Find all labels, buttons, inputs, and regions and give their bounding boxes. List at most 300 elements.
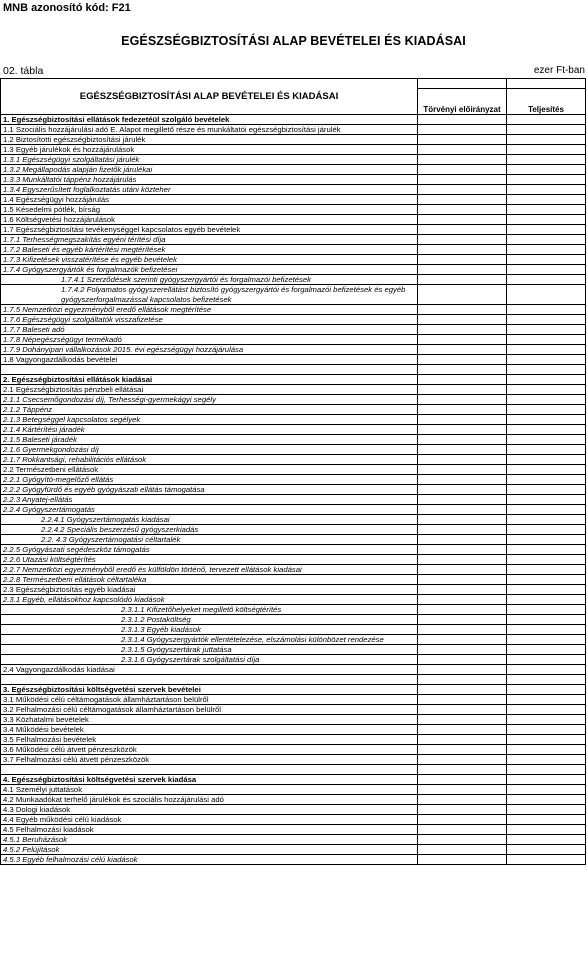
row-label: 2.3.1.3 Egyéb kiadások <box>1 625 418 635</box>
cell-fulfilment[interactable] <box>507 695 586 705</box>
row-label: 2.4 Vagyongazdálkodás kiadásai <box>1 665 418 675</box>
cell-fulfilment[interactable] <box>507 395 586 405</box>
table-row <box>1 165 586 175</box>
table-row <box>1 565 586 575</box>
cell-fulfilment[interactable] <box>507 265 586 275</box>
cell-legal-appropriation[interactable] <box>418 195 507 205</box>
table-row <box>1 225 586 235</box>
table-row <box>1 435 586 445</box>
cell-legal-appropriation[interactable] <box>418 305 507 315</box>
table-row <box>1 605 586 615</box>
table-row <box>1 505 586 515</box>
cell-fulfilment[interactable] <box>507 635 586 645</box>
cell-legal-appropriation[interactable] <box>418 515 507 525</box>
row-label: 2.2.1 Gyógyító-megelőző ellátás <box>1 475 418 485</box>
cell-legal-appropriation[interactable] <box>418 665 507 675</box>
row-label: 2.3 Egészségbiztosítás egyéb kiadásai <box>1 585 418 595</box>
table-row <box>1 555 586 565</box>
table-row <box>1 845 586 855</box>
cell-legal-appropriation[interactable] <box>418 555 507 565</box>
cell-legal-appropriation[interactable] <box>418 495 507 505</box>
table-row <box>1 635 586 645</box>
unit-label: ezer Ft-ban <box>533 65 585 76</box>
cell-legal-appropriation[interactable] <box>418 335 507 345</box>
row-label: 4.2 Munkaadókat terhelő járulékok és szociális hozzájárulási adó <box>1 795 418 805</box>
table-row <box>1 795 586 805</box>
row-label: 1.7.4.2 Folyamatos gyógyszerellátást biztosító gyógyszergyártói és forgalmazói befizetések és egyéb gyógyszerforgalmazással kapcsolatos befizetések <box>1 285 418 305</box>
table-row <box>1 625 586 635</box>
cell-fulfilment[interactable] <box>507 255 586 265</box>
cell-fulfilment[interactable] <box>507 815 586 825</box>
cell-legal-appropriation[interactable] <box>418 585 507 595</box>
row-label: 4.3 Dologi kiadások <box>1 805 418 815</box>
table-row <box>1 825 586 835</box>
cell-legal-appropriation[interactable] <box>418 615 507 625</box>
cell-fulfilment[interactable] <box>507 305 586 315</box>
table-row <box>1 205 586 215</box>
cell-legal-appropriation[interactable] <box>418 635 507 645</box>
cell-fulfilment[interactable] <box>507 215 586 225</box>
table-row <box>1 385 586 395</box>
row-label: 1.6 Költségvetési hozzájárulások <box>1 215 418 225</box>
table-header-top-row <box>1 79 586 89</box>
table-row <box>1 185 586 195</box>
cell-fulfilment[interactable] <box>507 555 586 565</box>
table-row <box>1 255 586 265</box>
table-section-row <box>1 685 586 695</box>
cell-legal-appropriation[interactable] <box>418 185 507 195</box>
cell-legal-appropriation[interactable] <box>418 535 507 545</box>
row-label: 1.3.1 Egészségügyi szolgáltatási járulék <box>1 155 418 165</box>
table-row <box>1 275 586 285</box>
cell-legal-appropriation[interactable] <box>418 135 507 145</box>
table-row <box>1 755 586 765</box>
cell-fulfilment[interactable] <box>507 615 586 625</box>
table-row <box>1 145 586 155</box>
cell-legal-appropriation[interactable] <box>418 265 507 275</box>
cell-fulfilment[interactable] <box>507 185 586 195</box>
cell-fulfilment[interactable] <box>507 245 586 255</box>
row-label <box>1 765 418 775</box>
table-row <box>1 245 586 255</box>
cell-legal-appropriation[interactable] <box>418 745 507 755</box>
cell-fulfilment[interactable] <box>507 545 586 555</box>
table-row <box>1 485 586 495</box>
row-label: 1.5 Késedelmi pótlék, bírság <box>1 205 418 215</box>
row-label: 2.1.7 Rokkantsági, rehabilitációs ellátások <box>1 455 418 465</box>
column-header-fulfilment: Teljesítés <box>507 89 586 115</box>
cell-fulfilment[interactable] <box>507 775 586 785</box>
table-row <box>1 475 586 485</box>
cell-legal-appropriation[interactable] <box>418 325 507 335</box>
table-row <box>1 745 586 755</box>
cell-legal-appropriation[interactable] <box>418 405 507 415</box>
cell-legal-appropriation[interactable] <box>418 425 507 435</box>
table-row <box>1 725 586 735</box>
cell-legal-appropriation[interactable] <box>418 815 507 825</box>
row-label: 4.1 Személyi juttatások <box>1 785 418 795</box>
cell-legal-appropriation[interactable] <box>418 645 507 655</box>
row-label: 4. Egészségbiztosítási költségvetési szervek kiadása <box>1 775 418 785</box>
cell-legal-appropriation[interactable] <box>418 345 507 355</box>
table-row <box>1 395 586 405</box>
cell-fulfilment[interactable] <box>507 325 586 335</box>
cell-fulfilment[interactable] <box>507 475 586 485</box>
table-header-label: EGÉSZSÉGBIZTOSÍTÁSI ALAP BEVÉTELEI ÉS KIADÁSAI <box>1 79 418 115</box>
cell-fulfilment[interactable] <box>507 795 586 805</box>
row-label: 1.7.1 Terhességmegszakítás egyéni térítési díja <box>1 235 418 245</box>
row-label: 4.4 Egyéb működési célú kiadások <box>1 815 418 825</box>
cell-legal-appropriation[interactable] <box>418 365 507 375</box>
row-label: 3. Egészségbiztosítási költségvetési szervek bevételei <box>1 685 418 695</box>
cell-legal-appropriation[interactable] <box>418 505 507 515</box>
table-row <box>1 175 586 185</box>
cell-legal-appropriation[interactable] <box>418 435 507 445</box>
cell-fulfilment[interactable] <box>507 495 586 505</box>
table-row <box>1 425 586 435</box>
table-row <box>1 855 586 865</box>
row-label: 2.3.1.6 Gyógyszertárak szolgáltatási díja <box>1 655 418 665</box>
cell-fulfilment[interactable] <box>507 745 586 755</box>
cell-fulfilment[interactable] <box>507 115 586 125</box>
cell-legal-appropriation[interactable] <box>418 455 507 465</box>
table-row <box>1 645 586 655</box>
table-row <box>1 665 586 675</box>
row-label: 1.2 Biztosítotti egészségbiztosítási járulék <box>1 135 418 145</box>
row-label: 3.5 Felhalmozási bevételek <box>1 735 418 745</box>
table-row <box>1 655 586 665</box>
cell-fulfilment[interactable] <box>507 785 586 795</box>
cell-fulfilment[interactable] <box>507 365 586 375</box>
row-label: 2.2.4 Gyógyszertámogatás <box>1 505 418 515</box>
cell-legal-appropriation[interactable] <box>418 225 507 235</box>
table-row <box>1 705 586 715</box>
cell-legal-appropriation[interactable] <box>418 545 507 555</box>
cell-legal-appropriation[interactable] <box>418 855 507 865</box>
cell-legal-appropriation[interactable] <box>418 525 507 535</box>
cell-fulfilment[interactable] <box>507 235 586 245</box>
table-row <box>1 285 586 305</box>
row-label: 2.2.7 Nemzetközi egyezményből eredő és külföldön történő, tervezett ellátások kiadásai <box>1 565 418 575</box>
table-row <box>1 355 586 365</box>
cell-legal-appropriation[interactable] <box>418 415 507 425</box>
cell-legal-appropriation[interactable] <box>418 705 507 715</box>
row-label: 2.1.1 Csecsemőgondozási díj, Terhességi-gyermekágyi segély <box>1 395 418 405</box>
cell-fulfilment[interactable] <box>507 425 586 435</box>
table-row <box>1 195 586 205</box>
cell-legal-appropriation[interactable] <box>418 115 507 125</box>
row-label: 1.7.2 Baleseti és egyéb kártérítési megtérítések <box>1 245 418 255</box>
cell-legal-appropriation[interactable] <box>418 145 507 155</box>
row-label: 2.2 Természetbeni ellátások <box>1 465 418 475</box>
table-row <box>1 455 586 465</box>
row-label: 2.3.1.1 Kifizetőhelyeket megillető költségtérítés <box>1 605 418 615</box>
row-label: 3.1 Működési célú céltámogatások államháztartáson belülről <box>1 695 418 705</box>
cell-legal-appropriation[interactable] <box>418 255 507 265</box>
cell-legal-appropriation[interactable] <box>418 785 507 795</box>
table-row <box>1 325 586 335</box>
cell-fulfilment[interactable] <box>507 535 586 545</box>
table-row <box>1 305 586 315</box>
cell-fulfilment[interactable] <box>507 675 586 685</box>
cell-legal-appropriation[interactable] <box>418 675 507 685</box>
row-label: 2.1.5 Baleseti járadék <box>1 435 418 445</box>
row-label: 1.7.6 Egészségügyi szolgáltatók visszafizetése <box>1 315 418 325</box>
row-label: 2.2.6 Utazási költségtérítés <box>1 555 418 565</box>
table-row <box>1 465 586 475</box>
table-spacer-row <box>1 365 586 375</box>
cell-fulfilment[interactable] <box>507 515 586 525</box>
cell-legal-appropriation[interactable] <box>418 275 507 285</box>
row-label: 1.7.7 Baleseti adó <box>1 325 418 335</box>
mnb-identifier-code: MNB azonosító kód: F21 <box>3 2 131 14</box>
cell-legal-appropriation[interactable] <box>418 715 507 725</box>
row-label: 1.7.9 Dohányipari vállalkozások 2015. évi egészségügyi hozzájárulása <box>1 345 418 355</box>
cell-fulfilment[interactable] <box>507 345 586 355</box>
cell-fulfilment[interactable] <box>507 585 586 595</box>
cell-fulfilment[interactable] <box>507 525 586 535</box>
row-label: 1.3.3 Munkáltatói táppénz hozzájárulás <box>1 175 418 185</box>
table-header-spacer-1 <box>418 79 507 89</box>
cell-fulfilment[interactable] <box>507 835 586 845</box>
row-label: 1.4 Egészségügyi hozzájárulás <box>1 195 418 205</box>
cell-legal-appropriation[interactable] <box>418 485 507 495</box>
cell-fulfilment[interactable] <box>507 685 586 695</box>
row-label: 2.3.1 Egyéb, ellátásokhoz kapcsolódó kiadások <box>1 595 418 605</box>
cell-legal-appropriation[interactable] <box>418 375 507 385</box>
table-row <box>1 785 586 795</box>
cell-fulfilment[interactable] <box>507 505 586 515</box>
cell-legal-appropriation[interactable] <box>418 735 507 745</box>
row-label: 1.7.3 Kifizetések visszatérítése és egyéb bevételek <box>1 255 418 265</box>
cell-legal-appropriation[interactable] <box>418 385 507 395</box>
table-row <box>1 805 586 815</box>
cell-legal-appropriation[interactable] <box>418 575 507 585</box>
cell-fulfilment[interactable] <box>507 285 586 305</box>
cell-fulfilment[interactable] <box>507 845 586 855</box>
cell-legal-appropriation[interactable] <box>418 845 507 855</box>
cell-fulfilment[interactable] <box>507 725 586 735</box>
row-label: 1.1 Szociális hozzájárulási adó E. Alapot megillető része és munkáltatói egészségbiztosítási járulék <box>1 125 418 135</box>
cell-fulfilment[interactable] <box>507 355 586 365</box>
table-row <box>1 575 586 585</box>
table-number: 02. tábla <box>3 65 44 77</box>
cell-legal-appropriation[interactable] <box>418 755 507 765</box>
revenue-expenditure-table <box>0 78 586 865</box>
table-row <box>1 235 586 245</box>
cell-fulfilment[interactable] <box>507 705 586 715</box>
table-section-row <box>1 115 586 125</box>
cell-legal-appropriation[interactable] <box>418 215 507 225</box>
cell-legal-appropriation[interactable] <box>418 205 507 215</box>
row-label: 2.3.1.2 Postaköltség <box>1 615 418 625</box>
cell-legal-appropriation[interactable] <box>418 165 507 175</box>
cell-legal-appropriation[interactable] <box>418 795 507 805</box>
row-label: 1.3.2 Megállapodás alapján fizetők járulékai <box>1 165 418 175</box>
row-label: 2.2.5 Gyógyászati segédeszköz támogatás <box>1 545 418 555</box>
cell-fulfilment[interactable] <box>507 575 586 585</box>
cell-fulfilment[interactable] <box>507 825 586 835</box>
row-label: 3.4 Működési bevételek <box>1 725 418 735</box>
table-row <box>1 545 586 555</box>
cell-fulfilment[interactable] <box>507 125 586 135</box>
row-label: 2.1.6 Gyermekgondozási díj <box>1 445 418 455</box>
cell-fulfilment[interactable] <box>507 485 586 495</box>
cell-legal-appropriation[interactable] <box>418 595 507 605</box>
cell-fulfilment[interactable] <box>507 445 586 455</box>
cell-legal-appropriation[interactable] <box>418 605 507 615</box>
row-label: 3.7 Felhalmozási célú átvett pénzeszközök <box>1 755 418 765</box>
cell-fulfilment[interactable] <box>507 155 586 165</box>
table-row <box>1 585 586 595</box>
row-label: 4.5.1 Beruházások <box>1 835 418 845</box>
cell-fulfilment[interactable] <box>507 165 586 175</box>
cell-legal-appropriation[interactable] <box>418 775 507 785</box>
row-label: 2.2. 4.3 Gyógyszertámogatási céltartalék <box>1 535 418 545</box>
cell-legal-appropriation[interactable] <box>418 395 507 405</box>
row-label: 2.2.4.1 Gyógyszertámogatás kiadásai <box>1 515 418 525</box>
cell-fulfilment[interactable] <box>507 605 586 615</box>
cell-legal-appropriation[interactable] <box>418 685 507 695</box>
row-label: 4.5 Felhalmozási kiadások <box>1 825 418 835</box>
cell-fulfilment[interactable] <box>507 625 586 635</box>
cell-legal-appropriation[interactable] <box>418 445 507 455</box>
cell-fulfilment[interactable] <box>507 565 586 575</box>
cell-fulfilment[interactable] <box>507 455 586 465</box>
cell-fulfilment[interactable] <box>507 205 586 215</box>
cell-fulfilment[interactable] <box>507 335 586 345</box>
cell-fulfilment[interactable] <box>507 175 586 185</box>
table-row <box>1 405 586 415</box>
table-row <box>1 265 586 275</box>
row-label: 1.7.8 Népegészségügyi termékadó <box>1 335 418 345</box>
cell-fulfilment[interactable] <box>507 405 586 415</box>
row-label: 1.7.5 Nemzetközi egyezményből eredő ellátások megtérítése <box>1 305 418 315</box>
row-label: 2.1.2 Táppénz <box>1 405 418 415</box>
cell-fulfilment[interactable] <box>507 195 586 205</box>
row-label: 2.2.2 Gyógyfürdő és egyéb gyógyászati ellátás támogatása <box>1 485 418 495</box>
cell-fulfilment[interactable] <box>507 855 586 865</box>
table-row <box>1 695 586 705</box>
row-label: 2.3.1.4 Gyógyszergyártók ellentételezése, elszámolási különbözet rendezése <box>1 635 418 645</box>
table-row <box>1 595 586 605</box>
table-spacer-row <box>1 765 586 775</box>
cell-legal-appropriation[interactable] <box>418 825 507 835</box>
cell-fulfilment[interactable] <box>507 375 586 385</box>
cell-fulfilment[interactable] <box>507 665 586 675</box>
cell-fulfilment[interactable] <box>507 645 586 655</box>
row-label: 4.5.2 Felújítások <box>1 845 418 855</box>
table-row <box>1 715 586 725</box>
cell-fulfilment[interactable] <box>507 755 586 765</box>
cell-fulfilment[interactable] <box>507 275 586 285</box>
cell-fulfilment[interactable] <box>507 735 586 745</box>
row-label: 2.1.3 Betegséggel kapcsolatos segélyek <box>1 415 418 425</box>
cell-legal-appropriation[interactable] <box>418 355 507 365</box>
cell-fulfilment[interactable] <box>507 595 586 605</box>
table-row <box>1 335 586 345</box>
row-label: 2.1 Egészségbiztosítás pénzbeli ellátásai <box>1 385 418 395</box>
table-row <box>1 155 586 165</box>
cell-legal-appropriation[interactable] <box>418 285 507 305</box>
cell-legal-appropriation[interactable] <box>418 125 507 135</box>
cell-legal-appropriation[interactable] <box>418 805 507 815</box>
row-label: 1.7.4.1 Szerződések szerinti gyógyszergyártói és forgalmazói befizetések <box>1 275 418 285</box>
table-row <box>1 815 586 825</box>
table-row <box>1 495 586 505</box>
row-label: 2. Egészségbiztosítási ellátások kiadásai <box>1 375 418 385</box>
row-label: 3.6 Működési célú átvett pénzeszközök <box>1 745 418 755</box>
table-row <box>1 135 586 145</box>
table-row <box>1 315 586 325</box>
cell-fulfilment[interactable] <box>507 415 586 425</box>
page-title: EGÉSZSÉGBIZTOSÍTÁSI ALAP BEVÉTELEI ÉS KIADÁSAI <box>121 34 466 48</box>
table-row <box>1 515 586 525</box>
row-label <box>1 675 418 685</box>
table-row <box>1 615 586 625</box>
row-label: 2.2.4.2 Speciális beszerzésű gyógyszerkiadás <box>1 525 418 535</box>
table-row <box>1 525 586 535</box>
cell-fulfilment[interactable] <box>507 385 586 395</box>
row-label: 4.5.3 Egyéb felhalmozási célú kiadások <box>1 855 418 865</box>
cell-fulfilment[interactable] <box>507 655 586 665</box>
cell-fulfilment[interactable] <box>507 145 586 155</box>
table-row <box>1 835 586 845</box>
row-label: 3.3 Közhatalmi bevételek <box>1 715 418 725</box>
table-row <box>1 445 586 455</box>
cell-legal-appropriation[interactable] <box>418 155 507 165</box>
cell-legal-appropriation[interactable] <box>418 465 507 475</box>
cell-fulfilment[interactable] <box>507 135 586 145</box>
row-label: 2.3.1.5 Gyógyszertárak juttatása <box>1 645 418 655</box>
row-label: 1.3 Egyéb járulékok és hozzájárulások <box>1 145 418 155</box>
cell-fulfilment[interactable] <box>507 225 586 235</box>
column-header-legal-appropriation: Törvényi előirányzat <box>418 89 507 115</box>
row-label: 3.2 Felhalmozási célú céltámogatások államháztartáson belülről <box>1 705 418 715</box>
cell-fulfilment[interactable] <box>507 315 586 325</box>
table-section-row <box>1 775 586 785</box>
row-label <box>1 365 418 375</box>
cell-fulfilment[interactable] <box>507 765 586 775</box>
row-label: 1.7 Egészségbiztosítási tevékenységgel kapcsolatos egyéb bevételek <box>1 225 418 235</box>
cell-legal-appropriation[interactable] <box>418 765 507 775</box>
cell-legal-appropriation[interactable] <box>418 475 507 485</box>
cell-legal-appropriation[interactable] <box>418 835 507 845</box>
cell-legal-appropriation[interactable] <box>418 695 507 705</box>
row-label: 2.2.8 Természetbeni ellátások céltartaléka <box>1 575 418 585</box>
cell-legal-appropriation[interactable] <box>418 245 507 255</box>
table-header-spacer-2 <box>507 79 586 89</box>
cell-legal-appropriation[interactable] <box>418 725 507 735</box>
cell-legal-appropriation[interactable] <box>418 235 507 245</box>
cell-fulfilment[interactable] <box>507 465 586 475</box>
cell-legal-appropriation[interactable] <box>418 565 507 575</box>
cell-legal-appropriation[interactable] <box>418 175 507 185</box>
cell-fulfilment[interactable] <box>507 715 586 725</box>
table-row <box>1 415 586 425</box>
row-label: 1.3.4 Egyszerűsített foglalkoztatás utáni közteher <box>1 185 418 195</box>
cell-fulfilment[interactable] <box>507 805 586 815</box>
cell-legal-appropriation[interactable] <box>418 655 507 665</box>
row-label: 1.8 Vagyongazdálkodás bevételei <box>1 355 418 365</box>
row-label: 2.1.4 Kártérítési járadék <box>1 425 418 435</box>
cell-legal-appropriation[interactable] <box>418 625 507 635</box>
cell-legal-appropriation[interactable] <box>418 315 507 325</box>
table-row <box>1 215 586 225</box>
cell-fulfilment[interactable] <box>507 435 586 445</box>
row-label: 1.7.4 Gyógyszergyártók és forgalmazók befizetései <box>1 265 418 275</box>
table-row <box>1 345 586 355</box>
